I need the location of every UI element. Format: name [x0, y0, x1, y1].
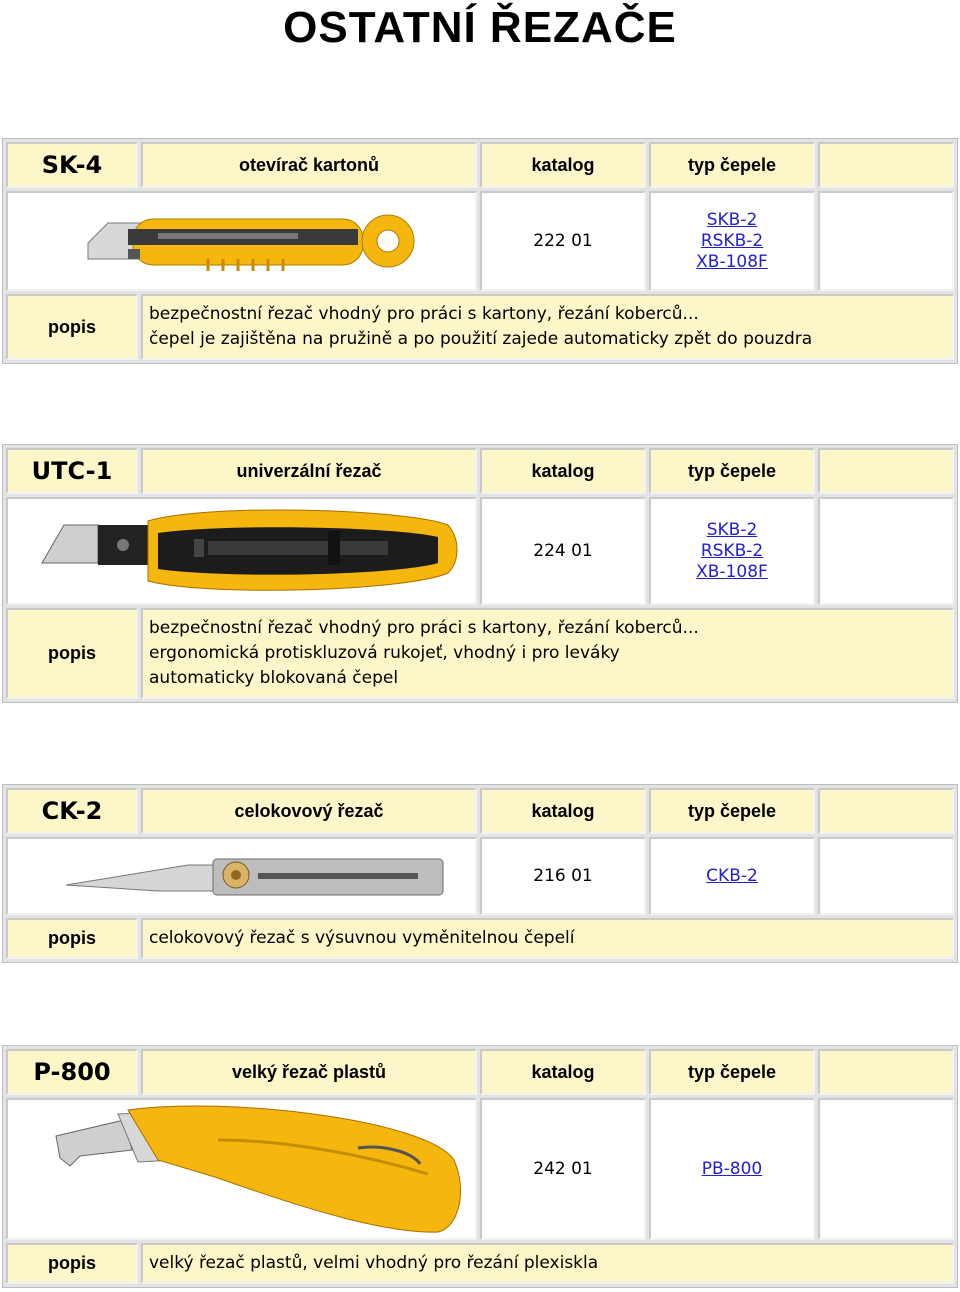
model-cell: P-800: [6, 1049, 138, 1095]
catalog-number: 216 01: [480, 837, 646, 915]
description-text: [141, 294, 954, 360]
product-image-row: [6, 1098, 954, 1240]
product-description-row: [6, 294, 954, 360]
product-description-row: [6, 608, 954, 699]
blade-link[interactable]: RSKB-2: [700, 540, 764, 561]
product-name-cell: celokovový řezač: [141, 788, 477, 834]
model-cell: CK-2: [6, 788, 138, 834]
catalog-number: 224 01: [480, 497, 646, 605]
spacer-cell: [818, 788, 954, 834]
product-image-cell: [6, 1098, 477, 1240]
blade-link[interactable]: RSKB-2: [700, 230, 764, 251]
sk4-knife-image: [8, 193, 468, 289]
model-cell: UTC-1: [6, 448, 138, 494]
description-line: bezpečnostní řezač vhodný pro práci s kartony, řezání koberců...: [149, 304, 699, 324]
description-text: [141, 1243, 954, 1284]
spacer-cell: [818, 497, 954, 605]
description-line: ergonomická protiskluzová rukojeť, vhodný i pro leváky: [149, 643, 620, 663]
description-line: automaticky blokovaná čepel: [149, 668, 399, 688]
spacer-cell: [818, 1049, 954, 1095]
blade-type-header: typ čepele: [649, 1049, 815, 1095]
product-p800: [2, 1045, 958, 1288]
blade-link[interactable]: SKB-2: [706, 209, 758, 230]
product-header-row: [6, 788, 954, 834]
catalog-header: katalog: [480, 448, 646, 494]
description-label: popis: [6, 608, 138, 699]
model-cell: SK-4: [6, 142, 138, 188]
product-image-row: [6, 497, 954, 605]
blade-links: [649, 1098, 815, 1240]
blade-link[interactable]: CKB-2: [706, 865, 758, 886]
catalog-header: katalog: [480, 788, 646, 834]
product-utc1: [2, 444, 958, 703]
blade-link[interactable]: XB-108F: [696, 251, 768, 272]
description-label: popis: [6, 1243, 138, 1284]
product-name-cell: univerzální řezač: [141, 448, 477, 494]
description-label: popis: [6, 294, 138, 360]
blade-links: [649, 191, 815, 291]
blade-links: [649, 497, 815, 605]
spacer-cell: [818, 191, 954, 291]
product-image-cell: [6, 497, 477, 605]
blade-link[interactable]: SKB-2: [706, 519, 758, 540]
ck2-knife-image: [8, 839, 468, 913]
product-image-cell: [6, 837, 477, 915]
blade-type-header: typ čepele: [649, 788, 815, 834]
spacer-cell: [818, 837, 954, 915]
catalog-header: katalog: [480, 1049, 646, 1095]
product-description-row: [6, 918, 954, 959]
blade-type-header: typ čepele: [649, 142, 815, 188]
blade-link[interactable]: XB-108F: [696, 561, 768, 582]
product-image-cell: [6, 191, 477, 291]
product-header-row: [6, 142, 954, 188]
description-label: popis: [6, 918, 138, 959]
spacer-cell: [818, 448, 954, 494]
blade-link[interactable]: PB-800: [701, 1158, 763, 1179]
catalog-number: 222 01: [480, 191, 646, 291]
p800-knife-image: [8, 1100, 468, 1238]
description-line: čepel je zajištěna na pružině a po použití zajede automaticky zpět do pouzdra: [149, 329, 813, 349]
catalog-header: katalog: [480, 142, 646, 188]
product-name-cell: velký řezač plastů: [141, 1049, 477, 1095]
description-line: bezpečnostní řezač vhodný pro práci s kartony, řezání koberců...: [149, 618, 699, 638]
product-image-row: [6, 191, 954, 291]
product-description-row: [6, 1243, 954, 1284]
product-header-row: [6, 1049, 954, 1095]
product-name-cell: otevírač kartonů: [141, 142, 477, 188]
description-text: [141, 918, 954, 959]
description-line: celokovový řezač s výsuvnou vyměnitelnou čepelí: [149, 928, 575, 948]
description-text: [141, 608, 954, 699]
product-sk4: [2, 138, 958, 364]
description-line: velký řezač plastů, velmi vhodný pro řezání plexiskla: [149, 1253, 599, 1273]
product-header-row: [6, 448, 954, 494]
blade-links: [649, 837, 815, 915]
spacer-cell: [818, 142, 954, 188]
blade-type-header: typ čepele: [649, 448, 815, 494]
page-title: OSTATNÍ ŘEZAČE: [283, 3, 677, 52]
product-ck2: [2, 784, 958, 963]
catalog-number: 242 01: [480, 1098, 646, 1240]
spacer-cell: [818, 1098, 954, 1240]
utc1-knife-image: [8, 499, 468, 603]
product-image-row: [6, 837, 954, 915]
